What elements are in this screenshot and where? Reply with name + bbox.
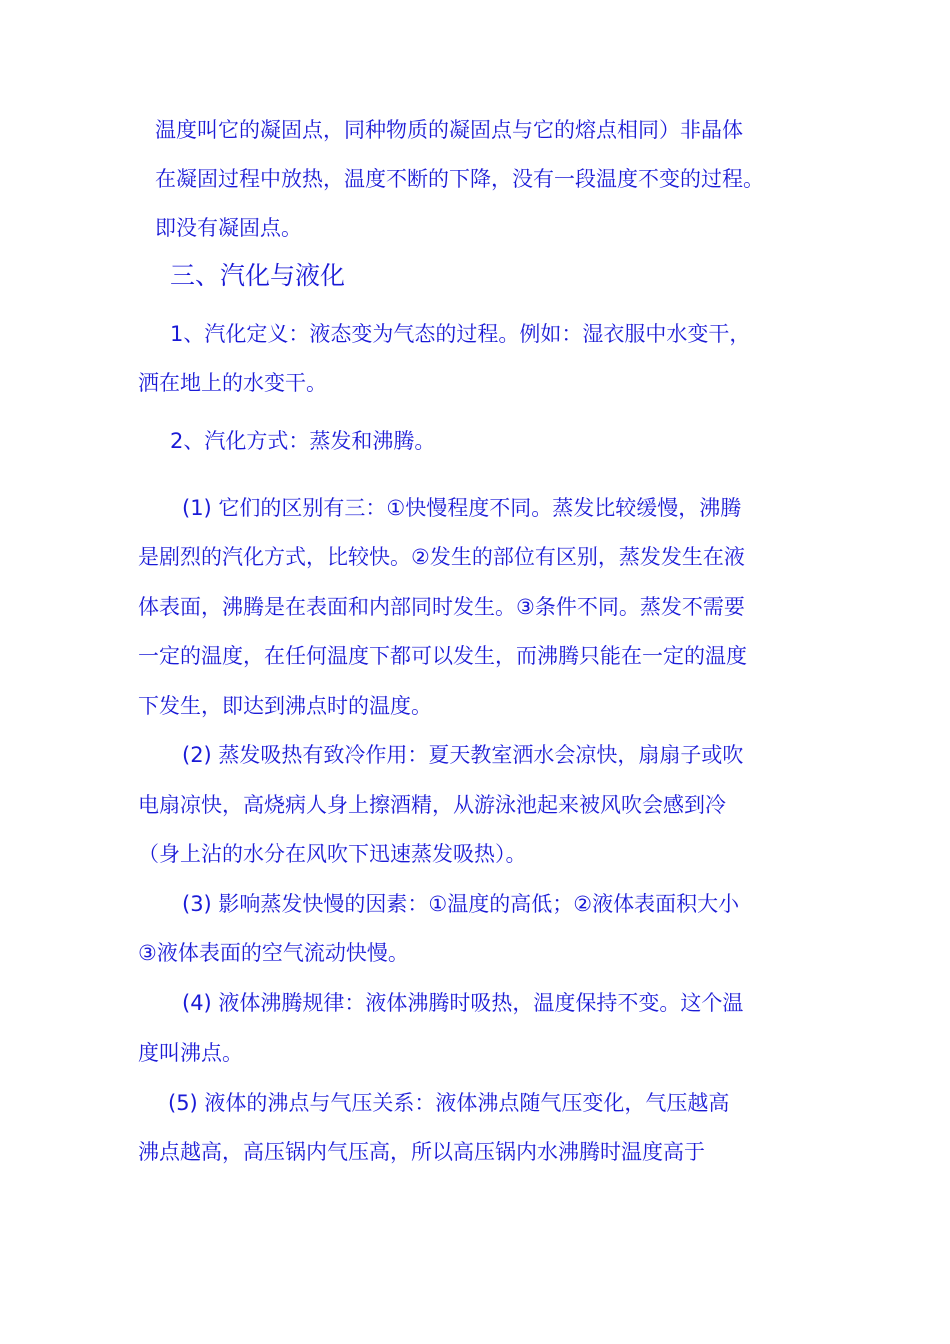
paragraph-line: （身上沾的水分在风吹下迅速蒸发吸热）。	[138, 842, 527, 866]
paragraph-line: 2、汽化方式：蒸发和沸腾。	[170, 429, 436, 453]
paragraph-line: (2) 蒸发吸热有致冷作用：夏天教室洒水会凉快，扇扇子或吹	[182, 743, 744, 767]
paragraph-line: (1) 它们的区别有三：①快慢程度不同。蒸发比较缓慢，沸腾	[182, 496, 742, 520]
paragraph-line: 温度叫它的凝固点，同种物质的凝固点与它的熔点相同）非晶体	[155, 118, 743, 142]
paragraph-line: 洒在地上的水变干。	[138, 371, 327, 395]
paragraph-line: 在凝固过程中放热，温度不断的下降，没有一段温度不变的过程。	[155, 167, 764, 191]
paragraph-line: 度叫沸点。	[138, 1041, 243, 1065]
paragraph-line: 即没有凝固点。	[155, 216, 302, 240]
paragraph-line: 1、汽化定义：液态变为气态的过程。例如：湿衣服中水变干，	[170, 322, 751, 346]
paragraph-line: 体表面，沸腾是在表面和内部同时发生。③条件不同。蒸发不需要	[138, 595, 745, 619]
paragraph-line: 下发生，即达到沸点时的温度。	[138, 694, 432, 718]
paragraph-line: (4) 液体沸腾规律：液体沸腾时吸热，温度保持不变。这个温	[182, 991, 744, 1015]
paragraph-line: (5) 液体的沸点与气压关系：液体沸点随气压变化，气压越高	[168, 1091, 730, 1115]
paragraph-line: 一定的温度，在任何温度下都可以发生，而沸腾只能在一定的温度	[138, 644, 747, 668]
paragraph-line: (3) 影响蒸发快慢的因素：①温度的高低；②液体表面积大小	[182, 892, 740, 916]
paragraph-line: 沸点越高，高压锅内气压高，所以高压锅内水沸腾时温度高于	[138, 1140, 705, 1164]
paragraph-line: ③液体表面的空气流动快慢。	[138, 941, 409, 965]
paragraph-line: 是剧烈的汽化方式，比较快。②发生的部位有区别，蒸发发生在液	[138, 545, 745, 569]
paragraph-line: 电扇凉快，高烧病人身上擦酒精，从游泳池起来被风吹会感到冷	[138, 793, 726, 817]
section-heading: 三、汽化与液化	[170, 261, 346, 290]
